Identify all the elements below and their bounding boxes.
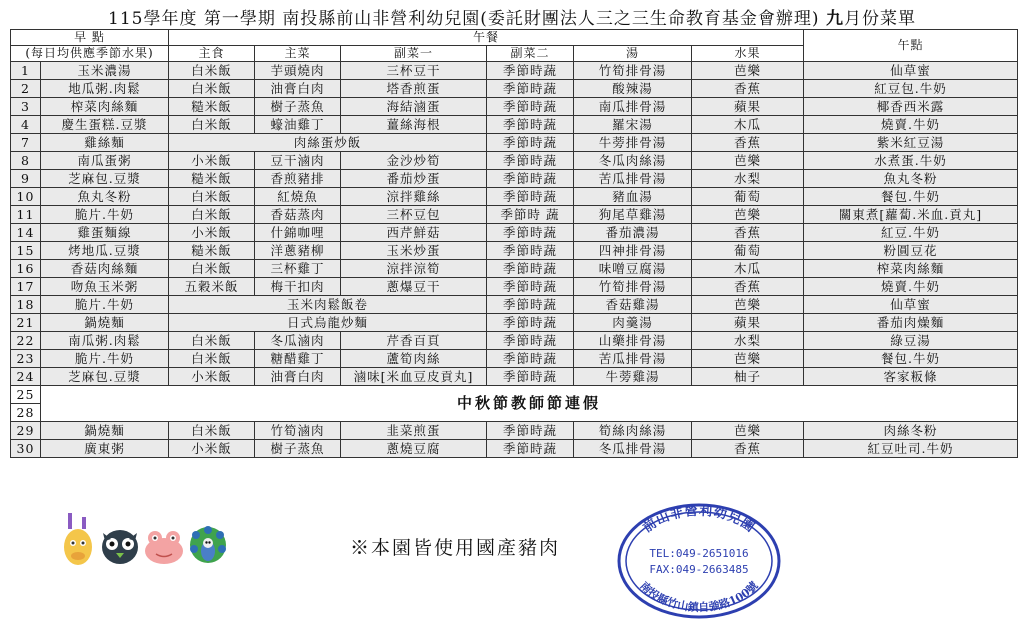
fruit-cell: 芭樂 — [692, 350, 804, 368]
breakfast-cell: 香菇肉絲麵 — [41, 260, 169, 278]
day-cell: 2 — [11, 80, 41, 98]
side2-cell: 季節時蔬 — [487, 368, 574, 386]
side1-cell: 涼拌雞絲 — [341, 188, 487, 206]
fruit-cell: 香蕉 — [692, 224, 804, 242]
day-cell: 8 — [11, 152, 41, 170]
header-lunch: 午餐 — [169, 30, 804, 46]
side1-cell: 涼拌涼筍 — [341, 260, 487, 278]
soup-cell: 竹筍排骨湯 — [574, 278, 692, 296]
staple-cell: 糙米飯 — [169, 98, 255, 116]
fruit-cell: 芭樂 — [692, 296, 804, 314]
mascot-illustrations — [56, 507, 228, 569]
staple-cell: 小米飯 — [169, 440, 255, 458]
soup-cell: 筍絲肉絲湯 — [574, 422, 692, 440]
soup-cell: 苦瓜排骨湯 — [574, 350, 692, 368]
title-month: 九 — [825, 9, 844, 29]
snack-cell: 水煮蛋.牛奶 — [804, 152, 1018, 170]
day-cell: 14 — [11, 224, 41, 242]
snack-cell: 粉圓豆花 — [804, 242, 1018, 260]
main-dish-cell: 豆干滷肉 — [255, 152, 341, 170]
side1-cell: 金沙炒筍 — [341, 152, 487, 170]
main-dish-cell: 芋頭燒肉 — [255, 62, 341, 80]
staple-cell: 白米飯 — [169, 206, 255, 224]
pork-origin-note: ※本園皆使用國產豬肉 — [350, 537, 561, 559]
staple-cell: 小米飯 — [169, 224, 255, 242]
stamp-address: 南投縣竹山鎮自強路100號 — [637, 579, 761, 615]
breakfast-cell: 脆片.牛奶 — [41, 206, 169, 224]
snack-cell: 肉絲冬粉 — [804, 422, 1018, 440]
side2-cell: 季節時蔬 — [487, 98, 574, 116]
header-breakfast: 早 點 — [11, 30, 169, 46]
lunch-combined-cell: 玉米肉鬆飯卷 — [169, 296, 487, 314]
giraffe-icon — [64, 513, 92, 565]
fruit-cell: 木瓜 — [692, 260, 804, 278]
soup-cell: 冬瓜排骨湯 — [574, 440, 692, 458]
breakfast-cell: 南瓜蛋粥 — [41, 152, 169, 170]
side1-cell: 芹香百頁 — [341, 332, 487, 350]
peacock-icon — [190, 526, 226, 563]
soup-cell: 牛蒡排骨湯 — [574, 134, 692, 152]
table-row — [11, 152, 1018, 170]
snack-cell: 餐包.牛奶 — [804, 350, 1018, 368]
breakfast-cell: 芝麻包.豆漿 — [41, 170, 169, 188]
side2-cell: 季節時蔬 — [487, 314, 574, 332]
side2-cell: 季節時蔬 — [487, 62, 574, 80]
snack-cell: 燒賣.牛奶 — [804, 116, 1018, 134]
table-row — [11, 242, 1018, 260]
staple-cell: 白米飯 — [169, 332, 255, 350]
staple-cell: 白米飯 — [169, 62, 255, 80]
stamp-tel: TEL:049-2651016 — [649, 547, 749, 560]
header-side2: 副菜二 — [487, 46, 574, 62]
side1-cell: 玉米炒蛋 — [341, 242, 487, 260]
day-cell: 21 — [11, 314, 41, 332]
staple-cell: 糙米飯 — [169, 242, 255, 260]
soup-cell: 牛蒡雞湯 — [574, 368, 692, 386]
fruit-cell: 柚子 — [692, 368, 804, 386]
table-row — [11, 296, 1018, 314]
side2-cell: 季節時蔬 — [487, 224, 574, 242]
fruit-cell: 香蕉 — [692, 80, 804, 98]
side2-cell: 季節時蔬 — [487, 80, 574, 98]
side1-cell: 薑絲海根 — [341, 116, 487, 134]
lunch-combined-cell: 肉絲蛋炒飯 — [169, 134, 487, 152]
snack-cell: 燒賣.牛奶 — [804, 278, 1018, 296]
main-dish-cell: 紅燒魚 — [255, 188, 341, 206]
table-row — [11, 422, 1018, 440]
snack-cell: 紫米紅豆湯 — [804, 134, 1018, 152]
main-dish-cell: 什錦咖哩 — [255, 224, 341, 242]
breakfast-cell: 烤地瓜.豆漿 — [41, 242, 169, 260]
day-cell: 9 — [11, 170, 41, 188]
breakfast-cell: 榨菜肉絲麵 — [41, 98, 169, 116]
title-suffix: 月份菜單 — [843, 9, 916, 29]
side1-cell: 番茄炒蛋 — [341, 170, 487, 188]
table-row — [11, 206, 1018, 224]
fruit-cell: 水梨 — [692, 170, 804, 188]
snack-cell: 餐包.牛奶 — [804, 188, 1018, 206]
menu-table — [10, 29, 1018, 458]
day-cell: 7 — [11, 134, 41, 152]
side2-cell: 季節時蔬 — [487, 332, 574, 350]
staple-cell: 白米飯 — [169, 116, 255, 134]
fruit-cell: 芭樂 — [692, 152, 804, 170]
main-dish-cell: 香菇蒸肉 — [255, 206, 341, 224]
snack-cell: 番茄肉燥麵 — [804, 314, 1018, 332]
side2-cell: 季節時蔬 — [487, 170, 574, 188]
staple-cell: 白米飯 — [169, 188, 255, 206]
side2-cell: 季節時蔬 — [487, 278, 574, 296]
day-cell: 25 — [11, 386, 41, 404]
day-cell: 4 — [11, 116, 41, 134]
staple-cell: 白米飯 — [169, 422, 255, 440]
main-dish-cell: 竹筍滷肉 — [255, 422, 341, 440]
soup-cell: 苦瓜排骨湯 — [574, 170, 692, 188]
staple-cell: 白米飯 — [169, 80, 255, 98]
breakfast-cell: 地瓜粥.肉鬆 — [41, 80, 169, 98]
header-breakfast-note: (每日均供應季節水果) — [11, 46, 169, 62]
fruit-cell: 水梨 — [692, 332, 804, 350]
title-main: 115學年度 第一學期 南投縣前山非營利幼兒園(委託財團法人三之三生命教育基金會辦理) — [108, 9, 820, 29]
soup-cell: 四神排骨湯 — [574, 242, 692, 260]
soup-cell: 味噌豆腐湯 — [574, 260, 692, 278]
soup-cell: 羅宋湯 — [574, 116, 692, 134]
day-cell: 22 — [11, 332, 41, 350]
snack-cell: 魚丸冬粉 — [804, 170, 1018, 188]
staple-cell: 小米飯 — [169, 152, 255, 170]
kindergarten-stamp — [616, 502, 782, 620]
side1-cell: 三杯豆干 — [341, 62, 487, 80]
fruit-cell: 蘋果 — [692, 314, 804, 332]
header-soup: 湯 — [574, 46, 692, 62]
breakfast-cell: 南瓜粥.肉鬆 — [41, 332, 169, 350]
fruit-cell: 蘋果 — [692, 98, 804, 116]
snack-cell: 仙草蜜 — [804, 62, 1018, 80]
day-cell: 15 — [11, 242, 41, 260]
day-cell: 1 — [11, 62, 41, 80]
breakfast-cell: 鍋燒麵 — [41, 422, 169, 440]
menu-title — [0, 4, 1024, 29]
table-row — [11, 314, 1018, 332]
day-cell: 29 — [11, 422, 41, 440]
soup-cell: 南瓜排骨湯 — [574, 98, 692, 116]
main-dish-cell: 香煎豬排 — [255, 170, 341, 188]
main-dish-cell: 油膏白肉 — [255, 368, 341, 386]
breakfast-cell: 鍋燒麵 — [41, 314, 169, 332]
table-row — [11, 224, 1018, 242]
main-dish-cell: 冬瓜滷肉 — [255, 332, 341, 350]
breakfast-cell: 慶生蛋糕.豆漿 — [41, 116, 169, 134]
stamp-name: 前山非營利幼兒園 — [640, 503, 758, 536]
staple-cell: 五穀米飯 — [169, 278, 255, 296]
snack-cell: 紅豆吐司.牛奶 — [804, 440, 1018, 458]
fruit-cell: 葡萄 — [692, 188, 804, 206]
side2-cell: 季節時蔬 — [487, 188, 574, 206]
header-main-dish: 主菜 — [255, 46, 341, 62]
side1-cell: 西芹鮮菇 — [341, 224, 487, 242]
table-row — [11, 350, 1018, 368]
table-row — [11, 368, 1018, 386]
side2-cell: 季節時蔬 — [487, 242, 574, 260]
side2-cell: 季節時蔬 — [487, 260, 574, 278]
fruit-cell: 木瓜 — [692, 116, 804, 134]
day-cell: 3 — [11, 98, 41, 116]
soup-cell: 酸辣湯 — [574, 80, 692, 98]
soup-cell: 豬血湯 — [574, 188, 692, 206]
breakfast-cell: 玉米濃湯 — [41, 62, 169, 80]
frog-icon — [145, 531, 183, 564]
snack-cell: 紅豆.牛奶 — [804, 224, 1018, 242]
day-cell: 17 — [11, 278, 41, 296]
side1-cell: 韭菜煎蛋 — [341, 422, 487, 440]
side1-cell: 滷味[米血豆皮貢丸] — [341, 368, 487, 386]
main-dish-cell: 梅干扣肉 — [255, 278, 341, 296]
day-cell: 30 — [11, 440, 41, 458]
holiday-cell: 中秋節教師節連假 — [41, 386, 1018, 422]
staple-cell: 白米飯 — [169, 350, 255, 368]
table-row — [11, 98, 1018, 116]
fruit-cell: 葡萄 — [692, 242, 804, 260]
snack-cell: 綠豆湯 — [804, 332, 1018, 350]
main-dish-cell: 三杯雞丁 — [255, 260, 341, 278]
fruit-cell: 香蕉 — [692, 134, 804, 152]
breakfast-cell: 雞蛋麵線 — [41, 224, 169, 242]
snack-cell: 榨菜肉絲麵 — [804, 260, 1018, 278]
soup-cell: 狗尾草雞湯 — [574, 206, 692, 224]
table-row — [11, 440, 1018, 458]
table-row — [11, 134, 1018, 152]
day-cell: 24 — [11, 368, 41, 386]
main-dish-cell: 糖醋雞丁 — [255, 350, 341, 368]
soup-cell: 竹筍排骨湯 — [574, 62, 692, 80]
side2-cell: 季節時蔬 — [487, 152, 574, 170]
snack-cell: 客家粄條 — [804, 368, 1018, 386]
side1-cell: 塔香煎蛋 — [341, 80, 487, 98]
side2-cell: 季節時 蔬 — [487, 206, 574, 224]
header-fruit: 水果 — [692, 46, 804, 62]
day-cell: 10 — [11, 188, 41, 206]
fruit-cell: 香蕉 — [692, 278, 804, 296]
table-row — [11, 260, 1018, 278]
side1-cell: 三杯豆包 — [341, 206, 487, 224]
fruit-cell: 芭樂 — [692, 422, 804, 440]
side2-cell: 季節時蔬 — [487, 440, 574, 458]
main-dish-cell: 油膏白肉 — [255, 80, 341, 98]
soup-cell: 冬瓜肉絲湯 — [574, 152, 692, 170]
staple-cell: 小米飯 — [169, 368, 255, 386]
breakfast-cell: 雞絲麵 — [41, 134, 169, 152]
soup-cell: 山藥排骨湯 — [574, 332, 692, 350]
header-side1: 副菜一 — [341, 46, 487, 62]
side1-cell: 蔥爆豆干 — [341, 278, 487, 296]
side1-cell: 海結滷蛋 — [341, 98, 487, 116]
snack-cell: 關東煮[蘿蔔.米血.貢丸] — [804, 206, 1018, 224]
main-dish-cell: 樹子蒸魚 — [255, 98, 341, 116]
staple-cell: 白米飯 — [169, 260, 255, 278]
side2-cell: 季節時蔬 — [487, 296, 574, 314]
table-row — [11, 80, 1018, 98]
breakfast-cell: 吻魚玉米粥 — [41, 278, 169, 296]
side2-cell: 季節時蔬 — [487, 350, 574, 368]
fruit-cell: 芭樂 — [692, 62, 804, 80]
side2-cell: 季節時蔬 — [487, 422, 574, 440]
breakfast-cell: 脆片.牛奶 — [41, 296, 169, 314]
breakfast-cell: 魚丸冬粉 — [41, 188, 169, 206]
day-cell: 16 — [11, 260, 41, 278]
fruit-cell: 香蕉 — [692, 440, 804, 458]
snack-cell: 椰香西米露 — [804, 98, 1018, 116]
header-staple: 主食 — [169, 46, 255, 62]
soup-cell: 香菇雞湯 — [574, 296, 692, 314]
breakfast-cell: 芝麻包.豆漿 — [41, 368, 169, 386]
day-cell: 11 — [11, 206, 41, 224]
main-dish-cell: 樹子蒸魚 — [255, 440, 341, 458]
snack-cell: 紅豆包.牛奶 — [804, 80, 1018, 98]
table-row — [11, 278, 1018, 296]
holiday-row — [11, 386, 1018, 404]
soup-cell: 番茄濃湯 — [574, 224, 692, 242]
owl-icon — [102, 530, 138, 564]
snack-cell: 仙草蜜 — [804, 296, 1018, 314]
table-row — [11, 62, 1018, 80]
side1-cell: 蔥燒豆腐 — [341, 440, 487, 458]
header-snack: 午點 — [804, 30, 1018, 62]
lunch-combined-cell: 日式烏龍炒麵 — [169, 314, 487, 332]
table-row — [11, 188, 1018, 206]
fruit-cell: 芭樂 — [692, 206, 804, 224]
day-cell: 18 — [11, 296, 41, 314]
breakfast-cell: 脆片.牛奶 — [41, 350, 169, 368]
soup-cell: 肉羹湯 — [574, 314, 692, 332]
side2-cell: 季節時蔬 — [487, 134, 574, 152]
day-cell: 23 — [11, 350, 41, 368]
table-row — [11, 170, 1018, 188]
table-row — [11, 116, 1018, 134]
staple-cell: 糙米飯 — [169, 170, 255, 188]
stamp-fax: FAX:049-2663485 — [649, 563, 749, 576]
day-cell: 28 — [11, 404, 41, 422]
breakfast-cell: 廣東粥 — [41, 440, 169, 458]
side2-cell: 季節時蔬 — [487, 116, 574, 134]
main-dish-cell: 洋蔥豬柳 — [255, 242, 341, 260]
main-dish-cell: 蠔油雞丁 — [255, 116, 341, 134]
table-row — [11, 332, 1018, 350]
side1-cell: 蘆筍肉絲 — [341, 350, 487, 368]
svg-text:前山非營利幼兒園 — [640, 503, 758, 536]
